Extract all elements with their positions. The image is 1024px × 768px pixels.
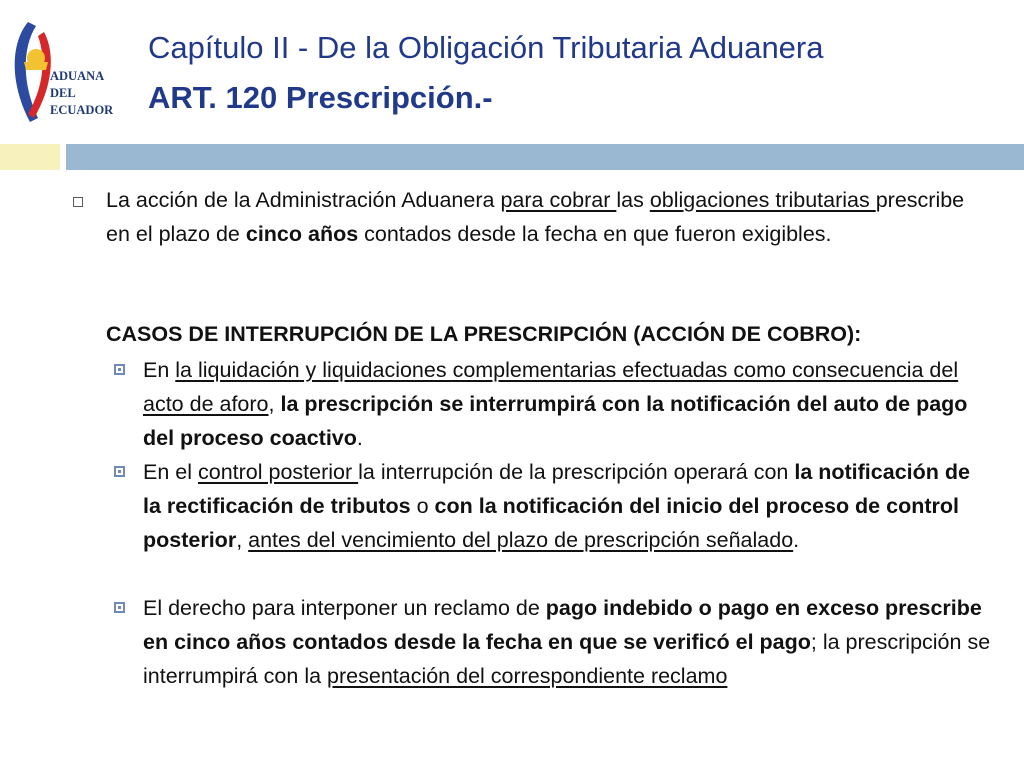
- text: ; la prescripción se interrumpirá con la: [143, 630, 991, 688]
- list-item-2: [143, 455, 993, 557]
- bullet-icon: [114, 364, 125, 375]
- underlined-text: control posterior: [197, 460, 359, 484]
- text: La acción de la Administración Aduanera: [106, 188, 501, 212]
- text: ,: [268, 392, 281, 416]
- text: El derecho para interponer un reclamo de: [143, 596, 546, 620]
- underlined-text: para cobrar: [500, 188, 617, 212]
- logo-line-3: ECUADOR: [50, 103, 114, 117]
- bullet-icon: [114, 466, 125, 477]
- underlined-text: presentación del correspondiente reclamo: [327, 664, 728, 688]
- bold-text: la prescripción se interrumpirá con la notificación del auto de pago del proceso coactivo: [143, 392, 968, 450]
- bullet-icon: [114, 602, 125, 613]
- text: .: [356, 426, 363, 450]
- text: contados desde la fecha en que fueron exigibles.: [358, 222, 832, 246]
- list-item-3: [143, 591, 993, 693]
- text: .: [793, 528, 800, 552]
- page-title: Capítulo II - De la Obligación Tributaria Aduanera: [148, 30, 824, 65]
- logo-line-2: DEL: [50, 86, 76, 100]
- list-item-1: [143, 353, 993, 455]
- underlined-text: obligaciones tributarias: [649, 188, 876, 212]
- square-bullet-icon: [73, 197, 83, 207]
- bold-text: la notificación de la rectificación de tributos: [143, 460, 970, 518]
- section-heading: CASOS DE INTERRUPCIÓN DE LA PRESCRIPCIÓN (ACCIÓN DE COBRO):: [106, 322, 862, 346]
- main-paragraph: [106, 183, 976, 251]
- text: las: [616, 188, 650, 212]
- text: o: [410, 494, 435, 518]
- text: En el: [143, 460, 198, 484]
- bold-text: con la notificación del inicio del proceso de control posterior: [143, 494, 959, 552]
- bold-text: cinco años: [245, 222, 359, 246]
- logo-line-1: ADUANA: [50, 69, 105, 83]
- text: En: [143, 358, 176, 382]
- text: ,: [236, 528, 249, 552]
- underlined-text: la liquidación y liquidaciones complementarias efectuadas como consecuencia del acto de aforo: [143, 358, 959, 416]
- underlined-text: antes del vencimiento del plazo de prescripción señalado: [248, 528, 794, 552]
- text: prescribe en el plazo de: [106, 188, 965, 246]
- article-title: ART. 120 Prescripción.-: [148, 80, 493, 115]
- text: la interrupción de la prescripción operará con: [358, 460, 795, 484]
- bold-text: pago indebido o pago en exceso prescribe en cinco años contados desde la fecha en que se verificó el pago: [143, 596, 982, 654]
